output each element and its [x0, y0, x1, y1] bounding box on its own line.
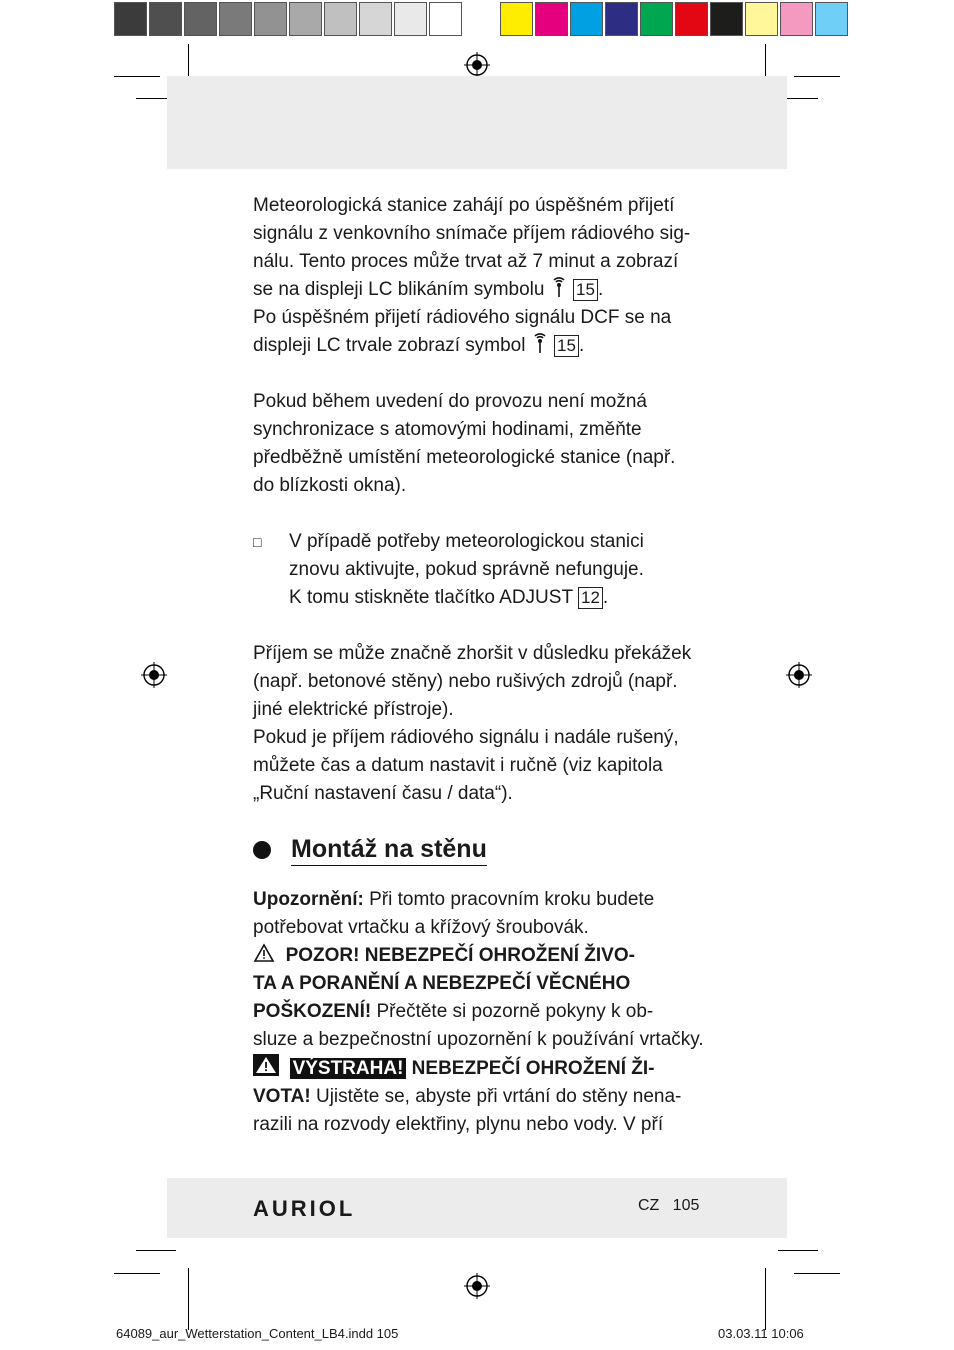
crop-mark — [114, 76, 160, 77]
registration-mark-icon — [464, 1273, 490, 1299]
color-swatch — [184, 2, 217, 36]
crop-mark — [794, 1273, 840, 1274]
bullet-item: □ V případě potřeby meteorologickou stanici znovu aktivujte, pokud správně nefunguje. K tomu stiskněte tlačítko ADJUST 12 . — [253, 528, 713, 612]
bullet-dot-icon — [253, 841, 271, 859]
color-calibration-bar — [114, 2, 850, 38]
color-swatch — [535, 2, 568, 36]
color-swatch — [605, 2, 638, 36]
crop-mark — [114, 1273, 160, 1274]
color-swatch — [114, 2, 147, 36]
color-swatch — [640, 2, 673, 36]
brand-logo: AURIOL — [253, 1196, 356, 1221]
radio-tower-icon — [531, 333, 549, 355]
color-swatch — [394, 2, 427, 36]
color-swatch — [429, 2, 462, 36]
paragraph-sync: Pokud během uvedení do provozu není možná synchronizace s atomovými hodinami, změňte předběžně umístění meteorologické stanice (např. do blízkosti okna). — [253, 391, 676, 496]
print-date: 03.03.11 10:06 — [718, 1326, 804, 1341]
header-band — [167, 76, 787, 169]
section-heading — [253, 834, 713, 866]
reference-number: 15 — [554, 335, 579, 357]
reference-number: 15 — [573, 279, 598, 301]
color-swatch — [254, 2, 287, 36]
color-swatch — [324, 2, 357, 36]
crop-mark — [136, 1250, 176, 1251]
swatch-gap — [464, 2, 500, 38]
section-title: Montáž na stěnu — [291, 834, 487, 866]
color-swatch — [745, 2, 778, 36]
file-slug: 64089_aur_Wetterstation_Content_LB4.indd 105 — [116, 1326, 399, 1341]
registration-mark-icon — [464, 52, 490, 78]
color-swatch — [289, 2, 322, 36]
warning-triangle-filled-icon — [253, 1054, 279, 1076]
bullet-box-icon: □ — [253, 534, 262, 550]
page-number: CZ 105 — [638, 1197, 700, 1214]
paragraph-interference: Příjem se může značně zhoršit v důsledku překážek (např. betonové stěny) nebo rušivých zdrojů (např. jiné elektrické přístroje). Pokud je příjem rádiového signálu i nadále rušený, můžete čas a datum nastavit i ručně (viz kapitola „Ruční nastavení času / data“). — [253, 643, 692, 804]
color-swatch — [780, 2, 813, 36]
crop-mark — [794, 76, 840, 77]
crop-mark — [765, 1268, 766, 1330]
color-swatch — [149, 2, 182, 36]
warning-triangle-icon — [253, 943, 275, 963]
radio-tower-icon — [550, 277, 568, 299]
color-swatch — [710, 2, 743, 36]
color-swatch — [675, 2, 708, 36]
color-swatch — [500, 2, 533, 36]
page-body — [253, 192, 713, 1139]
crop-mark — [778, 1250, 818, 1251]
registration-mark-icon — [786, 662, 812, 688]
registration-mark-icon — [141, 662, 167, 688]
color-swatch — [815, 2, 848, 36]
crop-mark — [188, 1268, 189, 1330]
color-swatch — [359, 2, 392, 36]
paragraph-reception: Meteorologická stanice zahájí po úspěšném přijetí signálu z venkovního snímače příjem rádiového sig- nálu. Tento proces může trvat až 7 minut a zobrazí se na displeji LC blikáním symbolu 15 . Po úspěšném přijetí rádiového signálu DCF se na displeji LC trvale zobrazí symbol 15 . — [253, 195, 691, 356]
color-swatch — [570, 2, 603, 36]
reference-number: 12 — [578, 587, 603, 609]
color-swatch — [219, 2, 252, 36]
warning-label: VÝSTRAHA! — [290, 1058, 407, 1079]
notice-paragraph: Upozornění: Při tomto pracovním kroku budete potřebovat vrtačku a křížový šroubovák. POZOR! NEBEZPEČÍ OHROŽENÍ ŽIVO- TA A PORANĚNÍ A NEBEZPEČÍ VĚCNÉHO POŠKOZENÍ! Přečtěte si pozorně pokyny k ob- sluze a bezpečnostní upozornění k používání vrtačky. VÝSTRAHA! NEBEZPEČÍ OHROŽENÍ ŽI- VOTA! Ujistěte se, abyste při vrtání do stěny nena- razili na rozvody elektřiny, plynu nebo vody. V pří — [253, 889, 704, 1135]
